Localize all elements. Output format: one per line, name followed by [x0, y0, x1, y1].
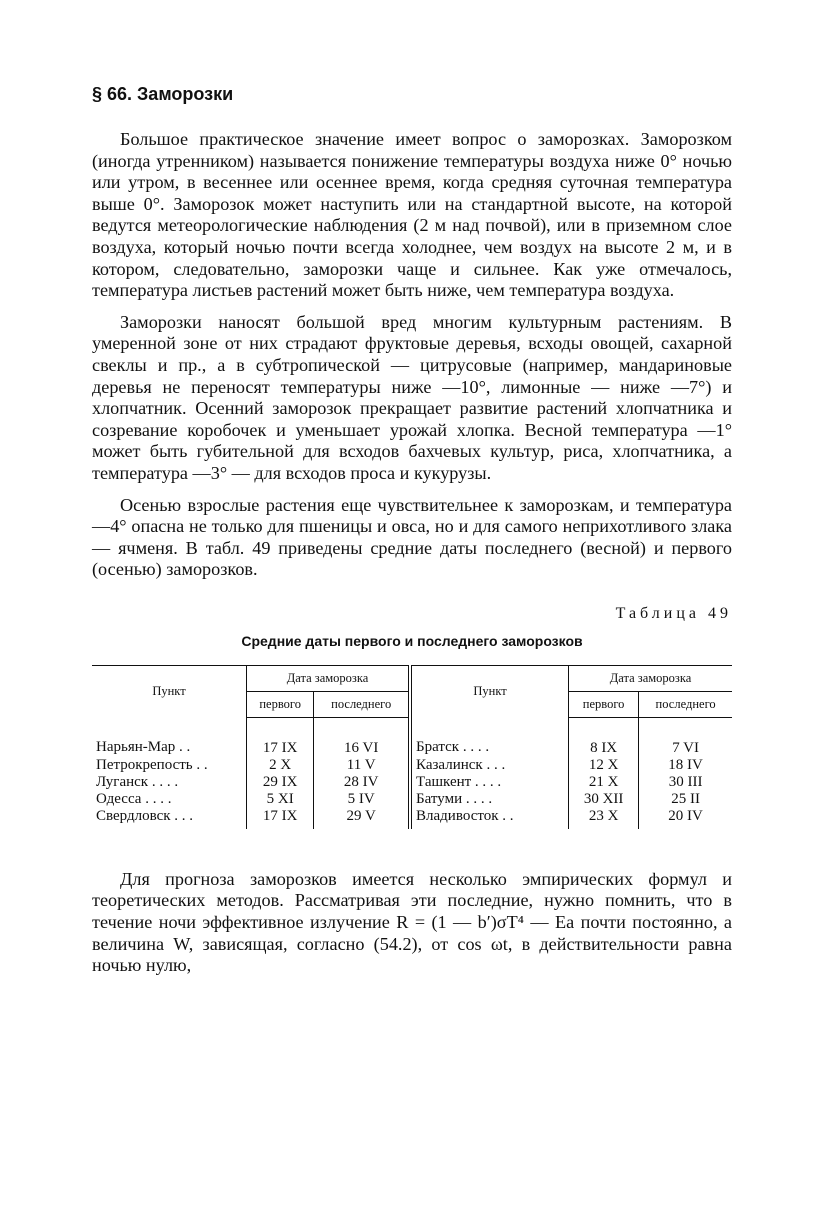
- header-point-right: Пункт: [410, 665, 569, 717]
- table-row: [92, 757, 732, 774]
- table-row: [92, 808, 732, 829]
- point-name: Батуми . . . .: [410, 791, 569, 808]
- frost-dates-table: [92, 665, 732, 829]
- table-row: [92, 717, 732, 757]
- first-frost-date: 8 IX: [569, 717, 639, 757]
- header-date-right: Дата заморозка: [569, 665, 732, 691]
- first-frost-date: 29 IX: [247, 774, 314, 791]
- header-last-left: последнего: [314, 691, 410, 717]
- last-frost-date: 30 III: [639, 774, 732, 791]
- first-frost-date: 17 IX: [247, 717, 314, 757]
- last-frost-date: 11 V: [314, 757, 410, 774]
- point-name: Казалинск . . .: [410, 757, 569, 774]
- point-name: Свердловск . . .: [96, 807, 194, 824]
- table-row: [92, 774, 732, 791]
- point-name: Братск . . . .: [410, 717, 569, 757]
- last-frost-date: 5 IV: [314, 791, 410, 808]
- last-frost-date: 29 V: [314, 808, 410, 829]
- last-frost-date: 16 VI: [314, 717, 410, 757]
- paragraph-2: Заморозки наносят большой вред многим культурным растениям. В умеренной зоне от них страдают фруктовые деревья, всходы овощей, сахарной свеклы и пр., а в субтропической — цитрусовые (например, мандариновые деревья не переносят температуры ниже —10°, лимонные — ниже —7°) и хлопчатник. Осенний заморозок прекращает развитие растений хлопчатника и созревание коробочек и уменьшает урожай хлопка. Весной температура —1° может быть губительной для всходов бахчевых культур, риса, хлопчатника, а температура —3° — для всходов проса и кукурузы.: [92, 311, 732, 483]
- point-name: Владивосток . .: [410, 808, 569, 829]
- last-frost-date: 20 IV: [639, 808, 732, 829]
- table-row: [92, 791, 732, 808]
- last-frost-date: 28 IV: [314, 774, 410, 791]
- first-frost-date: 2 X: [247, 757, 314, 774]
- table-caption: Средние даты первого и последнего заморозков: [241, 632, 583, 649]
- paragraph-1: Большое практическое значение имеет вопрос о заморозках. Заморозком (иногда утренником) называется понижение температуры воздуха ниже 0° ночью или утром, в весеннее или осеннее время, когда средняя суточная температура выше 0°. Заморозок может наступить или на стандартной высоте, на которой ведутся метеорологические наблюдения (2 м над почвой), или в приземном слое воздуха, который ночью почти всегда холоднее, чем воздух на высоте 2 м, и в котором, следовательно, заморозки чаще и сильнее. Как уже отмечалось, температура листьев растений может быть ниже, чем температура воздуха.: [92, 129, 732, 301]
- first-frost-date: 12 X: [569, 757, 639, 774]
- first-frost-date: 21 X: [569, 774, 639, 791]
- last-frost-date: 18 IV: [639, 757, 732, 774]
- paragraph-4: Для прогноза заморозков имеется несколько эмпирических формул и теоретических методов. Рассматривая эти последние, нужно помнить, что в течение ночи эффективное излучение R = (1 — b′)σT⁴ — Ea почти постоянно, а величина W, зависящая, согласно (54.2), от cos ωt, в действительности равна ночью нулю,: [92, 868, 732, 976]
- section-heading: § 66. Заморозки: [92, 84, 234, 104]
- header-last-right: последнего: [639, 691, 732, 717]
- first-frost-date: 30 XII: [569, 791, 639, 808]
- point-name: Луганск . . . .: [96, 773, 179, 790]
- first-frost-date: 5 XI: [247, 791, 314, 808]
- point-name: Нарьян-Мар . .: [96, 739, 191, 756]
- paragraph-3: Осенью взрослые растения еще чувствительнее к заморозкам, и температура —4° опасна не только для пшеницы и овса, но и для самого неприхотливого злака — ячменя. В табл. 49 приведены средние даты последнего (весной) и первого (осенью) заморозков.: [92, 494, 732, 580]
- last-frost-date: 7 VI: [639, 717, 732, 757]
- header-first-right: первого: [569, 691, 639, 717]
- header-point-left: Пункт: [92, 665, 247, 717]
- first-frost-date: 23 X: [569, 808, 639, 829]
- point-name: Ташкент . . . .: [410, 774, 569, 791]
- point-name: Петрокрепость . .: [96, 756, 208, 773]
- point-name: Одесса . . . .: [96, 790, 172, 807]
- first-frost-date: 17 IX: [247, 808, 314, 829]
- last-frost-date: 25 II: [639, 791, 732, 808]
- header-date-left: Дата заморозка: [247, 665, 411, 691]
- table-number: Таблица 49: [615, 604, 732, 622]
- page: [92, 84, 732, 987]
- header-first-left: первого: [247, 691, 314, 717]
